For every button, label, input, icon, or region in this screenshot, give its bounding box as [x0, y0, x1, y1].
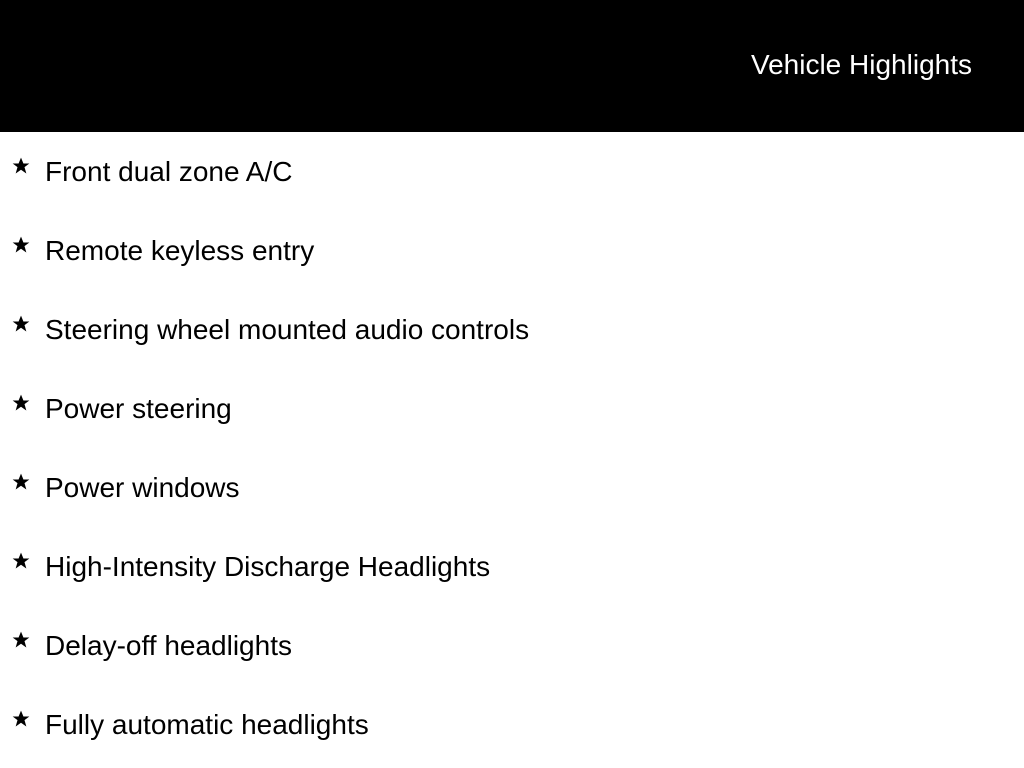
highlight-label: Remote keyless entry	[45, 235, 315, 266]
vehicle-highlights-list	[0, 132, 1024, 764]
header-bar	[0, 0, 1024, 132]
star-icon	[11, 630, 31, 650]
star-icon	[11, 156, 31, 176]
highlight-item	[0, 132, 1024, 211]
highlight-item	[0, 448, 1024, 527]
star-icon	[11, 472, 31, 492]
highlight-label: Fully automatic headlights	[45, 709, 369, 740]
highlight-label: Front dual zone A/C	[45, 156, 293, 187]
star-icon	[11, 314, 31, 334]
highlight-item	[0, 685, 1024, 764]
highlight-label: Power windows	[45, 472, 240, 503]
star-icon	[11, 393, 31, 413]
highlight-item	[0, 290, 1024, 369]
highlight-label: Steering wheel mounted audio controls	[45, 314, 530, 345]
star-icon	[11, 709, 31, 729]
highlight-item	[0, 527, 1024, 606]
highlight-label: Power steering	[45, 393, 232, 424]
highlight-item	[0, 369, 1024, 448]
highlight-label: Delay-off headlights	[45, 630, 292, 661]
star-icon	[11, 551, 31, 571]
page-title: Vehicle Highlights	[750, 49, 972, 80]
highlight-item	[0, 606, 1024, 685]
star-icon	[11, 235, 31, 255]
highlight-label: High-Intensity Discharge Headlights	[45, 551, 491, 582]
highlight-item	[0, 211, 1024, 290]
